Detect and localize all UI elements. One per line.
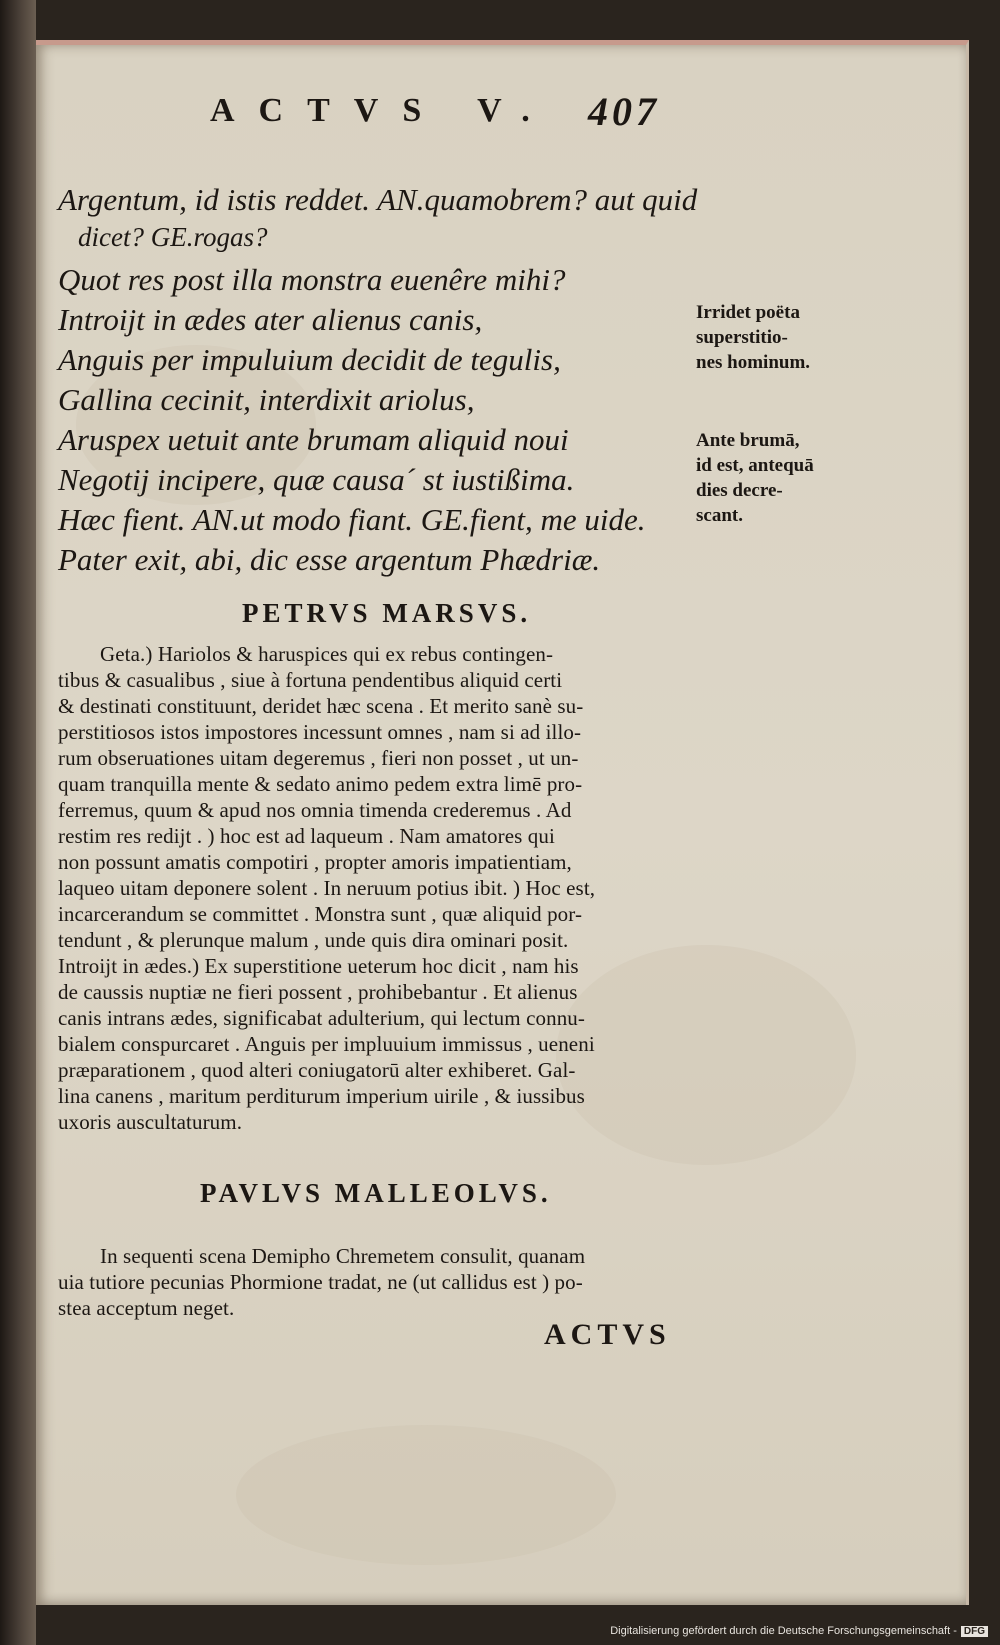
gloss-line: Ante brumā, bbox=[696, 430, 800, 451]
page-number: 407 bbox=[588, 89, 660, 134]
gloss-line: id est, antequā bbox=[696, 455, 814, 476]
dfg-logo: DFG bbox=[961, 1626, 988, 1637]
running-head: ACTVS V. bbox=[210, 92, 554, 129]
commentary-line: lina canens , maritum perditurum imperium uirile , & iussibus bbox=[58, 1084, 585, 1108]
verse-line: Negotij incipere, quæ causa´ st iustißima. bbox=[58, 462, 575, 497]
gloss-line: nes hominum. bbox=[696, 352, 811, 373]
verse-line: dicet? GE.rogas? bbox=[78, 222, 268, 252]
commentary-line: & destinati constituunt, deridet hæc scena . Et merito sanè su- bbox=[58, 694, 584, 718]
verse-line: Aruspex uetuit ante brumam aliquid noui bbox=[58, 422, 569, 457]
verse-line: Introijt in ædes ater alienus canis, bbox=[58, 302, 483, 337]
commentary-line: Geta.) Hariolos & haruspices qui ex rebus contingen- bbox=[100, 642, 554, 666]
verse-line: Pater exit, abi, dic esse argentum Phædriæ. bbox=[58, 542, 601, 577]
commentary-line: laqueo uitam deponere solent . In neruum potius ibit. ) Hoc est, bbox=[58, 876, 596, 900]
commentary-line: ferremus, quum & apud nos omnia timenda crederemus . Ad bbox=[58, 798, 572, 822]
commentary-line: quam tranquilla mente & sedato animo pedem extra limē pro- bbox=[58, 772, 583, 796]
paper-stain bbox=[556, 945, 856, 1165]
paper-stain bbox=[236, 1425, 616, 1565]
commentary-line: præparationem , quod alteri coniugatorū alter exhiberet. Gal- bbox=[58, 1058, 576, 1082]
commentary-line: rum obseruationes uitam degeremus , fieri non posset , ut un- bbox=[58, 746, 579, 770]
commentary-line: incarcerandum se committet . Monstra sunt , quæ aliquid por- bbox=[58, 902, 583, 926]
commentary-line: non possunt amatis compotiri , propter amoris impatientiam, bbox=[58, 850, 572, 874]
commentary-line: uia tutiore pecunias Phormione tradat, ne (ut callidus est ) po- bbox=[58, 1270, 583, 1294]
credit-text: Digitalisierung gefördert durch die Deutsche Forschungsgemeinschaft - bbox=[610, 1625, 957, 1637]
commentary-line: de caussis nuptiæ ne fieri possent , prohibebantur . Et alienus bbox=[58, 980, 578, 1004]
verse-line: Quot res post illa monstra euenêre mihi? bbox=[58, 262, 566, 297]
catchword: ACTVS bbox=[544, 1318, 671, 1351]
commentary-line: Introijt in ædes.) Ex superstitione ueterum hoc dicit , nam his bbox=[58, 954, 579, 978]
verse-line: Argentum, id istis reddet. AN.quamobrem? aut quid bbox=[58, 182, 698, 217]
gloss-line: dies decre- bbox=[696, 480, 783, 501]
section-heading-paulus-malleolus: PAVLVS MALLEOLVS. bbox=[200, 1178, 552, 1208]
commentary-line: stea acceptum neget. bbox=[58, 1296, 235, 1320]
book-spine bbox=[0, 0, 36, 1645]
commentary-line: restim res redijt . ) hoc est ad laqueum . Nam amatores qui bbox=[58, 824, 555, 848]
gloss-line: superstitio- bbox=[696, 327, 788, 348]
commentary-line: In sequenti scena Demipho Chremetem consulit, quanam bbox=[100, 1244, 586, 1268]
verse-line: Anguis per impuluium decidit de tegulis, bbox=[58, 342, 561, 377]
commentary-line: tendunt , & plerunque malum , unde quis dira ominari posit. bbox=[58, 928, 569, 952]
commentary-line: canis intrans ædes, significabat adulterium, qui lectum connu- bbox=[58, 1006, 585, 1030]
marginal-gloss-superstition bbox=[696, 300, 810, 375]
gloss-line: Irridet poëta bbox=[696, 302, 800, 323]
commentary-line: uxoris auscultaturum. bbox=[58, 1110, 243, 1134]
commentary-line: bialem conspurcaret . Anguis per impluuium immissus , ueneni bbox=[58, 1032, 595, 1056]
verse-line: Gallina cecinit, interdixit ariolus, bbox=[58, 382, 475, 417]
commentary-line: tibus & casualibus , siue à fortuna pendentibus aliquid certi bbox=[58, 668, 563, 692]
digitization-credit bbox=[610, 1621, 988, 1641]
gloss-line: scant. bbox=[696, 505, 743, 526]
verse-line: Hæc fient. AN.ut modo fiant. GE.fient, me uide. bbox=[58, 502, 646, 537]
marginal-gloss-bruma bbox=[696, 428, 814, 528]
commentary-line: perstitiosos istos impostores incessunt omnes , nam si ad illo- bbox=[58, 720, 582, 744]
section-heading-petrus-marsus: PETRVS MARSVS. bbox=[242, 598, 532, 628]
